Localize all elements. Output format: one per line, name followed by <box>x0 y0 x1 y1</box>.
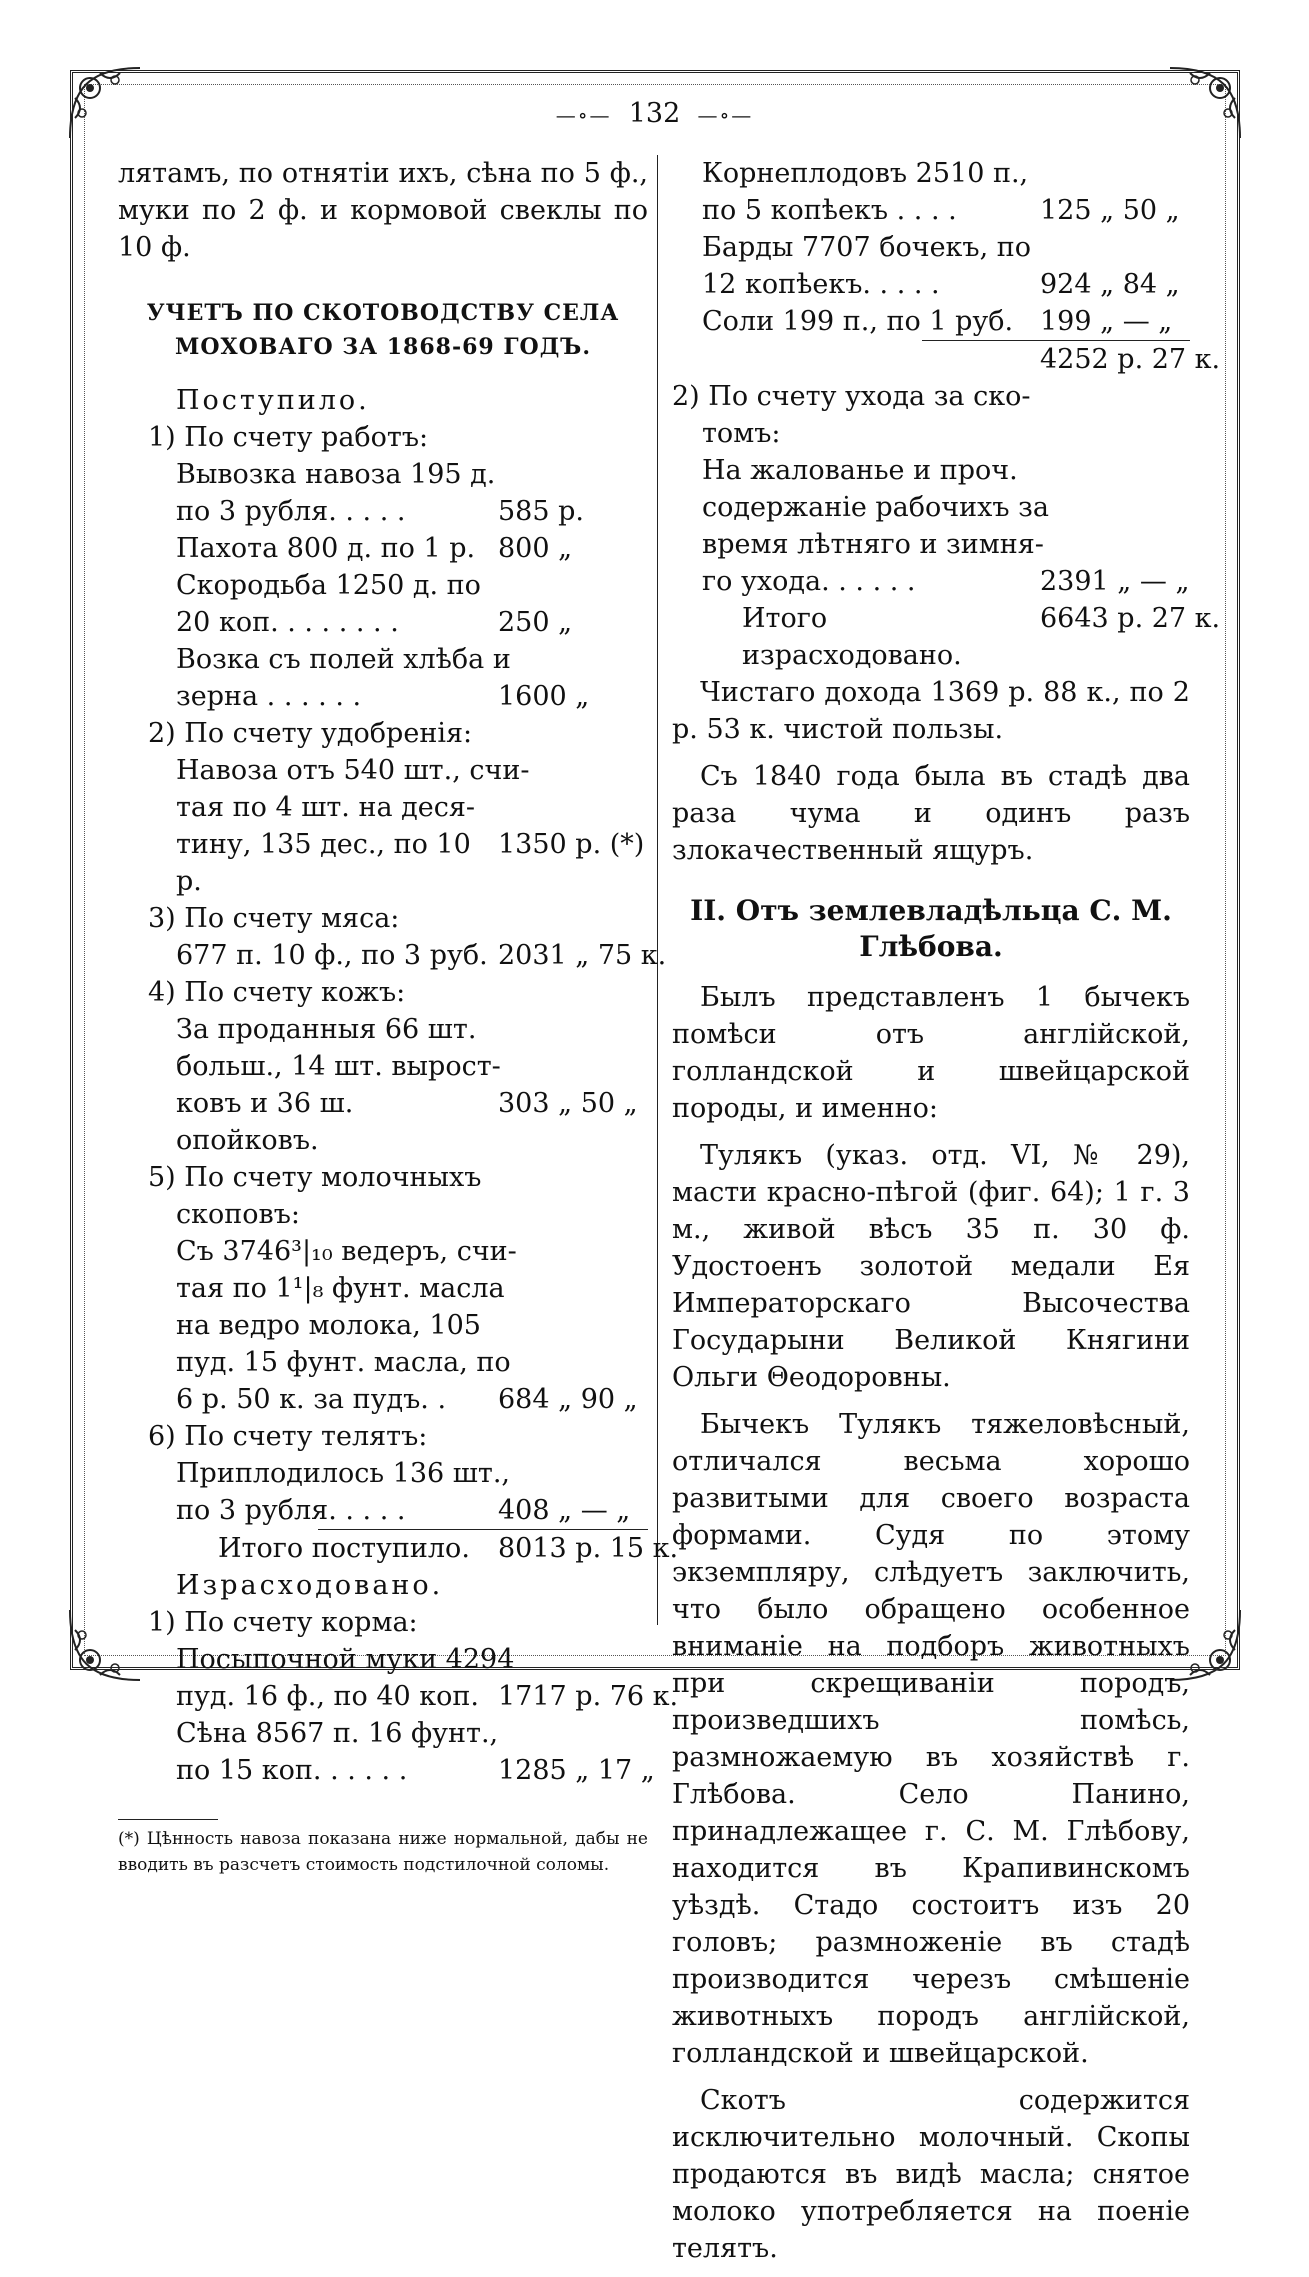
total-label: Итого поступило. <box>218 1533 470 1564</box>
item-heading: 5) По счету молочныхъ <box>148 1162 482 1193</box>
amount: 1285 „ 17 „ <box>498 1755 655 1786</box>
line: 677 п. 10 ф., по 3 руб. <box>176 940 488 971</box>
subtotal-row <box>672 341 1221 378</box>
ledger-row <box>118 1678 679 1715</box>
footnote: (*) Цѣнность навоза показана ниже нормальной, дабы не вводить въ разсчетъ стоимость подстилочной соломы. <box>118 1829 648 1875</box>
column-divider <box>657 155 658 1625</box>
amount: 924 „ 84 „ <box>1040 269 1180 300</box>
line: по 5 копѣекъ . . . . <box>702 195 957 226</box>
line: по 15 коп. . . . . . <box>176 1755 408 1786</box>
line: На жалованье и проч. <box>702 455 1018 486</box>
amount: 250 „ <box>498 607 573 638</box>
page-number-ornament-left: —∘— <box>555 103 612 127</box>
line: Посыпочной муки 4294 <box>176 1644 515 1675</box>
line: Скородьба 1250 д. по <box>176 570 481 601</box>
line: За проданныя 66 шт. <box>176 1014 477 1045</box>
item-heading: 6) По счету телятъ: <box>148 1421 428 1452</box>
item-heading: 4) По счету кожъ: <box>148 977 406 1008</box>
total-row <box>118 1530 679 1567</box>
spent-title: Израсходовано. <box>176 1570 444 1601</box>
line: скоповъ: <box>176 1199 300 1230</box>
item-heading: 2) По счету ухода за ско- <box>672 381 1031 412</box>
total-label: Итого израсходовано. <box>742 603 962 671</box>
line: 12 копѣекъ. . . . . <box>702 269 940 300</box>
line: зерна . . . . . . <box>176 681 362 712</box>
amount: 1350 р. (*) <box>498 829 645 860</box>
ledger-row <box>118 1492 648 1529</box>
line: Барды 7707 бочекъ, по <box>702 232 1032 263</box>
line: Приплодилось 136 шт., <box>176 1458 510 1489</box>
item-heading: 1) По счету работъ: <box>148 422 429 453</box>
amount: 125 „ 50 „ <box>1040 195 1180 226</box>
line: время лѣтняго и зимня- <box>702 529 1044 560</box>
line: ковъ и 36 ш. опойковъ. <box>176 1088 354 1156</box>
line: 20 коп. . . . . . . . <box>176 607 399 638</box>
total-amount: 6643 р. 27 к. <box>1040 603 1221 634</box>
ledger-row <box>118 604 648 641</box>
ledger-row <box>672 563 1190 600</box>
line: Навоза отъ 540 шт., счи- <box>176 755 530 786</box>
amount: 199 „ — „ <box>1040 306 1173 337</box>
item-heading: 3) По счету мяса: <box>148 903 400 934</box>
ledger-row <box>118 826 648 900</box>
line: Пахота 800 д. по 1 р. <box>176 533 476 564</box>
amount: 303 „ 50 „ <box>498 1088 638 1119</box>
line: 6 р. 50 к. за пудъ. . <box>176 1384 447 1415</box>
line: по 3 рубля. . . . . <box>176 1495 406 1526</box>
line: тая по 1¹|₈ фунт. масла <box>176 1273 505 1304</box>
section-heading: УЧЕТЪ ПО СКОТОВОДСТВУ СЕЛА МОХОВАГО ЗА 1868-69 ГОДЪ. <box>146 300 620 360</box>
page-number-ornament-right: —∘— <box>697 103 754 127</box>
amount: 1600 „ <box>498 681 590 712</box>
line: Вывозка навоза 195 д. <box>176 459 496 490</box>
line: пуд. 16 ф., по 40 коп. <box>176 1681 479 1712</box>
amount: 585 р. <box>498 496 584 527</box>
line: содержаніе рабочихъ за <box>702 492 1049 523</box>
ledger-row <box>118 1752 655 1789</box>
page-number-value: 132 <box>628 98 681 129</box>
right-column <box>672 155 1221 2277</box>
paragraph: Чистаго дохода 1369 р. 88 к., по 2 р. 53 к. чистой пользы. <box>672 677 1190 745</box>
subtotal-amount: 4252 р. 27 к. <box>1040 344 1221 375</box>
ledger-row <box>672 303 1190 340</box>
intro-text: лятамъ, по отнятіи ихъ, сѣна по 5 ф., муки по 2 ф. и кормовой свеклы по 10 ф. <box>118 158 648 263</box>
paragraph: Скотъ содержится исключительно молочный. Скопы продаются въ видѣ масла; снятое молоко употребляется на поеніе телятъ. <box>672 2085 1190 2264</box>
ledger-row <box>672 192 1190 229</box>
line: тину, 135 дес., по 10 р. <box>176 829 471 897</box>
line: томъ: <box>702 418 781 449</box>
line: го ухода. . . . . . <box>702 566 916 597</box>
item-heading: 2) По счету удобренія: <box>148 718 473 749</box>
footnote-rule <box>118 1819 218 1820</box>
ledger-row <box>118 530 648 567</box>
line: Сѣна 8567 п. 16 фунт., <box>176 1718 499 1749</box>
income-title: Поступило. <box>176 385 370 416</box>
line: Соли 199 п., по 1 руб. <box>702 306 1014 337</box>
paragraph: Бычекъ Тулякъ тяжеловѣсный, отличался весьма хорошо развитыми для своего возраста формами. Судя по этому экземпляру, слѣдуетъ заключить, что было обращено особенное вниманіе на подборъ животныхъ при скрещиваніи породъ, произведшихъ помѣсь, размножаемую въ хозяйствѣ г. Глѣбова. Село Панино, принадлежащее г. С. М. Глѣбову, находится въ Крапивинскомъ уѣздѣ. Стадо состоитъ изъ 20 головъ; размноженіе въ стадѣ производится черезъ смѣшеніе животныхъ породъ англійской, голландской и швейцарской. <box>672 1409 1190 2069</box>
paragraph: Тулякъ (указ. отд. VI, № 29), масти красно-пѣгой (фиг. 64); 1 г. 3 м., живой вѣсъ 35 п. 30 ф. Удостоенъ золотой медали Ея Императорскаго Высочества Государыни Великой Княгини Ольги Θеодоровны. <box>672 1140 1190 1393</box>
ledger-row <box>672 266 1190 303</box>
line: Съ 3746³|₁₀ ведеръ, счи- <box>176 1236 517 1267</box>
left-column <box>118 155 679 1878</box>
line: на ведро молока, 105 <box>176 1310 481 1341</box>
amount: 2391 „ — „ <box>1040 566 1190 597</box>
line: по 3 рубля. . . . . <box>176 496 406 527</box>
page-number <box>0 98 1309 129</box>
item-heading: 1) По счету корма: <box>148 1607 418 1638</box>
amount: 800 „ <box>498 533 573 564</box>
line: Корнеплодовъ 2510 п., <box>702 158 1029 189</box>
line: пуд. 15 фунт. масла, по <box>176 1347 511 1378</box>
ledger-row <box>118 678 648 715</box>
line: больш., 14 шт. вырост- <box>176 1051 501 1082</box>
paragraph: Съ 1840 года была въ стадѣ два раза чума и одинъ разъ злокачественный ящуръ. <box>672 761 1190 866</box>
amount: 408 „ — „ <box>498 1495 631 1526</box>
ledger-row <box>118 1381 648 1418</box>
amount: 684 „ 90 „ <box>498 1384 638 1415</box>
ledger-row <box>118 493 648 530</box>
ledger-row <box>118 1085 648 1159</box>
line: тая по 4 шт. на деся- <box>176 792 476 823</box>
ledger-row <box>118 937 667 974</box>
line: Возка съ полей хлѣба и <box>176 644 511 675</box>
amount: 2031 „ 75 к. <box>498 940 667 971</box>
total-amount: 8013 р. 15 к. <box>498 1533 679 1564</box>
total-row <box>672 600 1221 674</box>
paragraph: Былъ представленъ 1 бычекъ помѣси отъ англійской, голландской и швейцарской породы, и именно: <box>672 982 1190 1124</box>
section-heading: II. Отъ землевладѣльца С. М. Глѣбова. <box>690 894 1172 963</box>
amount: 1717 р. 76 к. <box>498 1681 679 1712</box>
